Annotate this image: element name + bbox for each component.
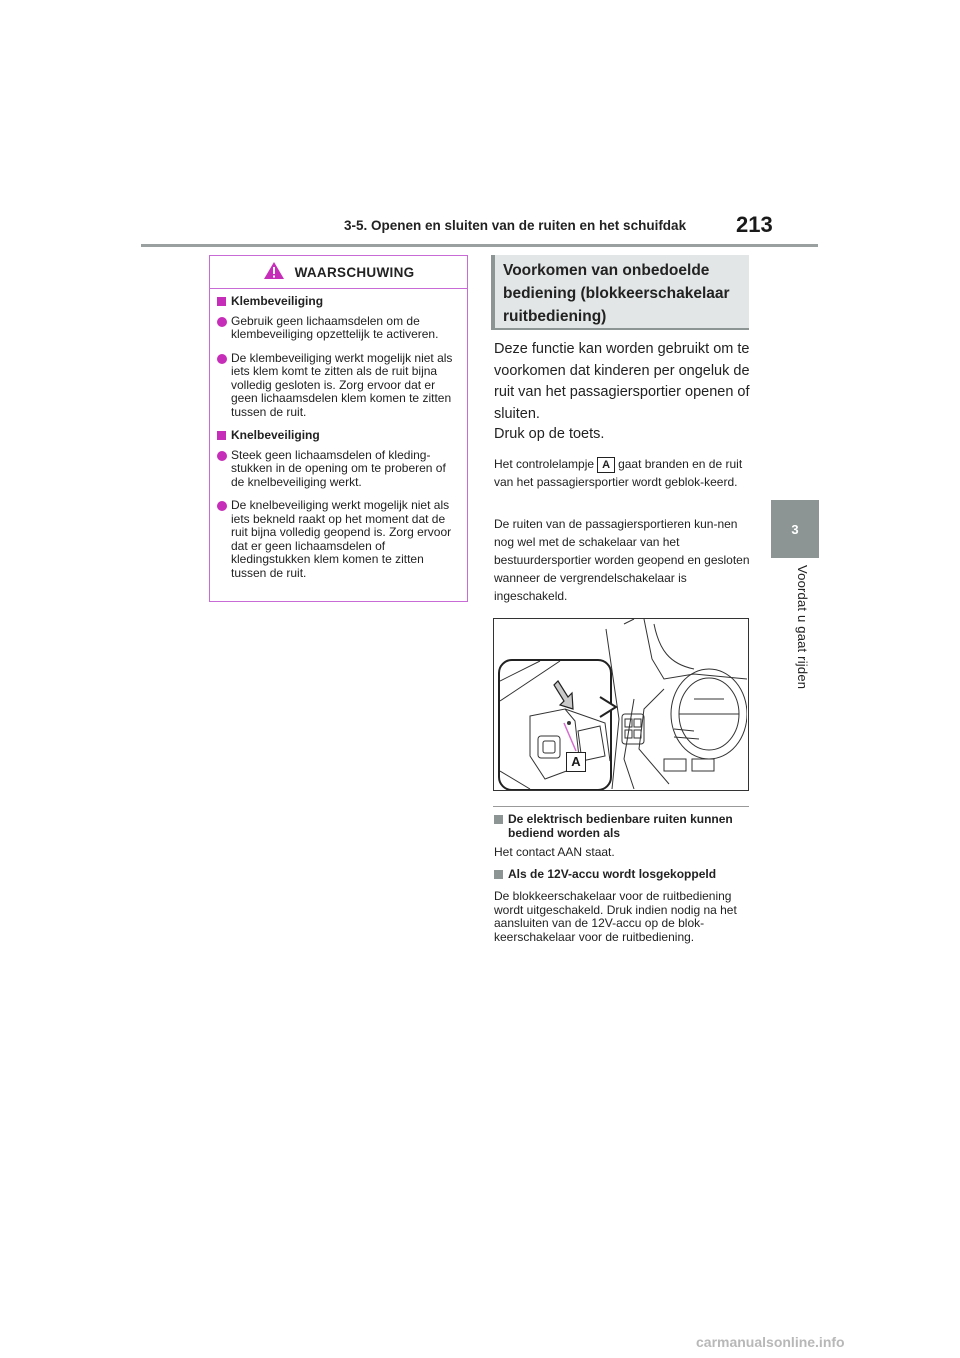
warning-heading: Knelbeveiliging — [217, 429, 461, 443]
instruction-paragraph: Druk op de toets. — [494, 426, 605, 442]
warning-bullet: Gebruik geen lichaamsdelen om de klembeveiliging opzettelijk te activeren. — [217, 315, 461, 342]
page-number: 213 — [736, 212, 773, 237]
warning-triangle-icon — [263, 261, 285, 283]
note-heading: Als de 12V-accu wordt losgekoppeld — [494, 868, 752, 882]
warning-box — [209, 255, 468, 602]
round-bullet-icon — [217, 354, 227, 364]
lamp-text-after: gaat branden en de ruit van het passagiersportier wordt geblok-keerd. — [494, 457, 743, 489]
lamp-text-before: Het controlelampje — [494, 457, 595, 471]
square-bullet-icon — [494, 870, 503, 879]
lamp-badge: A — [597, 457, 615, 473]
pointer-line-icon — [494, 619, 747, 789]
notes-rule — [493, 806, 749, 807]
warning-bullet: Steek geen lichaamsdelen of kleding-stukken in de opening om te proberen of de knelbeveiliging werkt. — [217, 449, 461, 490]
warning-body — [210, 289, 467, 580]
square-bullet-icon — [494, 815, 503, 824]
note-text: De blokkeerschakelaar voor de ruitbediening wordt uitgeschakeld. Druk indien nodig na het aansluiten van de 12V-accu op de blok-keerschakelaar voor de ruitbediening. — [494, 889, 737, 944]
note-heading: De elektrisch bedienbare ruiten kunnen bediend worden als — [494, 813, 752, 840]
warning-title: WAARSCHUWING — [294, 264, 415, 280]
warning-bullet: De klembeveiliging werkt mogelijk niet als iets klem komt te zitten als de ruit bijna volledig gesloten is. Zorg ervoor dat er geen lichaamsdelen klem komen te zitten tussen de ruit. — [217, 352, 461, 420]
round-bullet-icon — [217, 451, 227, 461]
warning-heading: Klembeveiliging — [217, 295, 461, 309]
square-bullet-icon — [217, 431, 226, 440]
lamp-paragraph — [494, 455, 752, 491]
round-bullet-icon — [217, 501, 227, 511]
info-paragraph: De ruiten van de passagiersportieren kun-nen nog wel met de schakelaar van het bestuurdersportier worden geopend en gesloten wanneer de vergrendelschakelaar is ingeschakeld. — [494, 517, 750, 603]
square-bullet-icon — [217, 297, 226, 306]
warning-header — [210, 256, 467, 289]
header-rule — [141, 244, 818, 247]
intro-paragraph: Deze functie kan worden gebruikt om te voorkomen dat kinderen per ongeluk de ruit van het passagiersportier openen of sluiten. — [494, 341, 750, 422]
chapter-label: Voordat u gaat rijden — [795, 565, 810, 690]
warning-bullet: De knelbeveiliging werkt mogelijk niet als iets bekneld raakt op het moment dat de ruit bijna volledig geopend is. Zorg ervoor dat er geen lichaamsdelen of kledingstukken klem komen te zitten tussen de ruit. — [217, 499, 461, 580]
power-window-lock-illustration — [493, 618, 749, 791]
illustration-label-a: A — [566, 752, 586, 772]
chapter-number: 3 — [791, 521, 799, 537]
section-heading: Voorkomen van onbedoelde bediening (blokkeerschakelaar ruitbediening) — [491, 255, 749, 330]
watermark[interactable]: carmanualsonline.info — [696, 1334, 845, 1350]
chapter-tab[interactable] — [771, 500, 819, 558]
note-text: Het contact AAN staat. — [494, 845, 615, 859]
header-section-title: 3-5. Openen en sluiten van de ruiten en het schuifdak — [344, 218, 687, 233]
round-bullet-icon — [217, 317, 227, 327]
